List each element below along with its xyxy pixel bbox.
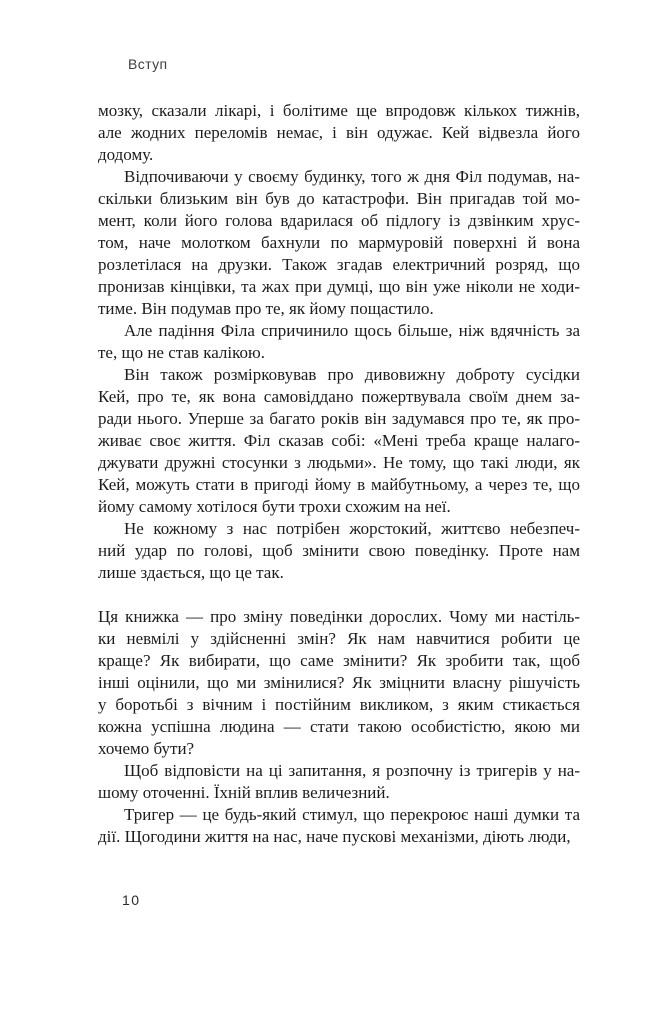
text-line: скільки близьким він був до катастрофи. Він пригадав той мо-: [98, 189, 580, 208]
text-line: лише здається, що це так.: [98, 563, 284, 582]
text-line: мозку, сказали лікарі, і болітиме ще впродовж кількох тижнів,: [98, 101, 580, 120]
paragraph: [98, 606, 580, 760]
text-line: йому самому хотілося бути трохи схожим на неї.: [98, 497, 451, 516]
text-line: Ця книжка — про зміну поведінки дорослих. Чому ми настіль-: [98, 607, 580, 626]
text-line: Щоб відповісти на ці запитання, я розпочну із тригерів у на-: [124, 761, 580, 780]
text-line: ки невмілі у здійсненні змін? Як нам навчитися робити це: [98, 629, 580, 648]
text-line: інші оцінили, що ми змінилися? Як зміцнити власну рішучість: [98, 673, 580, 692]
text-line: ради нього. Уперше за багато років він задумався про те, як про-: [98, 409, 580, 428]
paragraph: [98, 760, 580, 804]
paragraph: [98, 364, 580, 518]
page-number: 10: [122, 892, 141, 908]
text-line: додому.: [98, 145, 154, 164]
paragraph: [98, 100, 580, 166]
text-line: Він також розмірковував про дивовижну доброту сусідки: [124, 365, 580, 384]
text-line: дії. Щогодини життя на нас, наче пускові механізми, діють люди,: [98, 827, 571, 846]
text-line: але жодних переломів немає, і він одужає. Кей відвезла його: [98, 123, 580, 142]
text-line: Кей, про те, як вона самовіддано пожертвувала своїм днем за-: [98, 387, 580, 406]
body-text: [98, 100, 580, 848]
text-line: Кей, можуть стати в пригоді йому в майбутньому, а через те, що: [98, 475, 580, 494]
text-line: у боротьбі з вічним і постійним викликом, з яким стикається: [98, 695, 580, 714]
text-line: шому оточенні. Їхній вплив величезний.: [98, 783, 390, 802]
text-line: пронизав кінцівки, та жах при думці, що він уже ніколи не ходи-: [98, 277, 580, 296]
text-line: Але падіння Філа спричинило щось більше, ніж вдячність за: [124, 321, 580, 340]
text-line: том, наче молотком бахнули по мармуровій поверхні й вона: [98, 233, 580, 252]
paragraph: [98, 166, 580, 320]
running-head: Вступ: [128, 56, 168, 72]
text-line: Не кожному з нас потрібен жорстокий, життєво небезпеч-: [124, 519, 580, 538]
text-line: ний удар по голові, щоб змінити свою поведінку. Проте нам: [98, 541, 580, 560]
paragraph: [98, 804, 580, 848]
text-line: те, що не став калікою.: [98, 343, 265, 362]
text-line: хочемо бути?: [98, 739, 195, 758]
text-line: кожна успішна людина — стати такою особистістю, якою ми: [98, 717, 580, 736]
text-line: живає своє життя. Філ сказав собі: «Мені треба краще налаго-: [98, 431, 580, 450]
text-line: мент, коли його голова вдарилася об підлогу із дзвінким хрус-: [98, 211, 580, 230]
text-line: тиме. Він подумав про те, як йому пощастило.: [98, 299, 434, 318]
text-line: Відпочиваючи у своєму будинку, того ж дня Філ подумав, на-: [124, 167, 580, 186]
text-line: розлетілася на друзки. Також згадав електричний розряд, що: [98, 255, 580, 274]
text-line: джувати дружні стосунки з людьми». Не тому, що такі люди, як: [98, 453, 580, 472]
text-line: краще? Як вибирати, що саме змінити? Як зробити так, щоб: [98, 651, 580, 670]
paragraph: [98, 320, 580, 364]
text-line: Тригер — це будь-який стимул, що перекроює наші думки та: [124, 805, 580, 824]
paragraph: [98, 518, 580, 584]
